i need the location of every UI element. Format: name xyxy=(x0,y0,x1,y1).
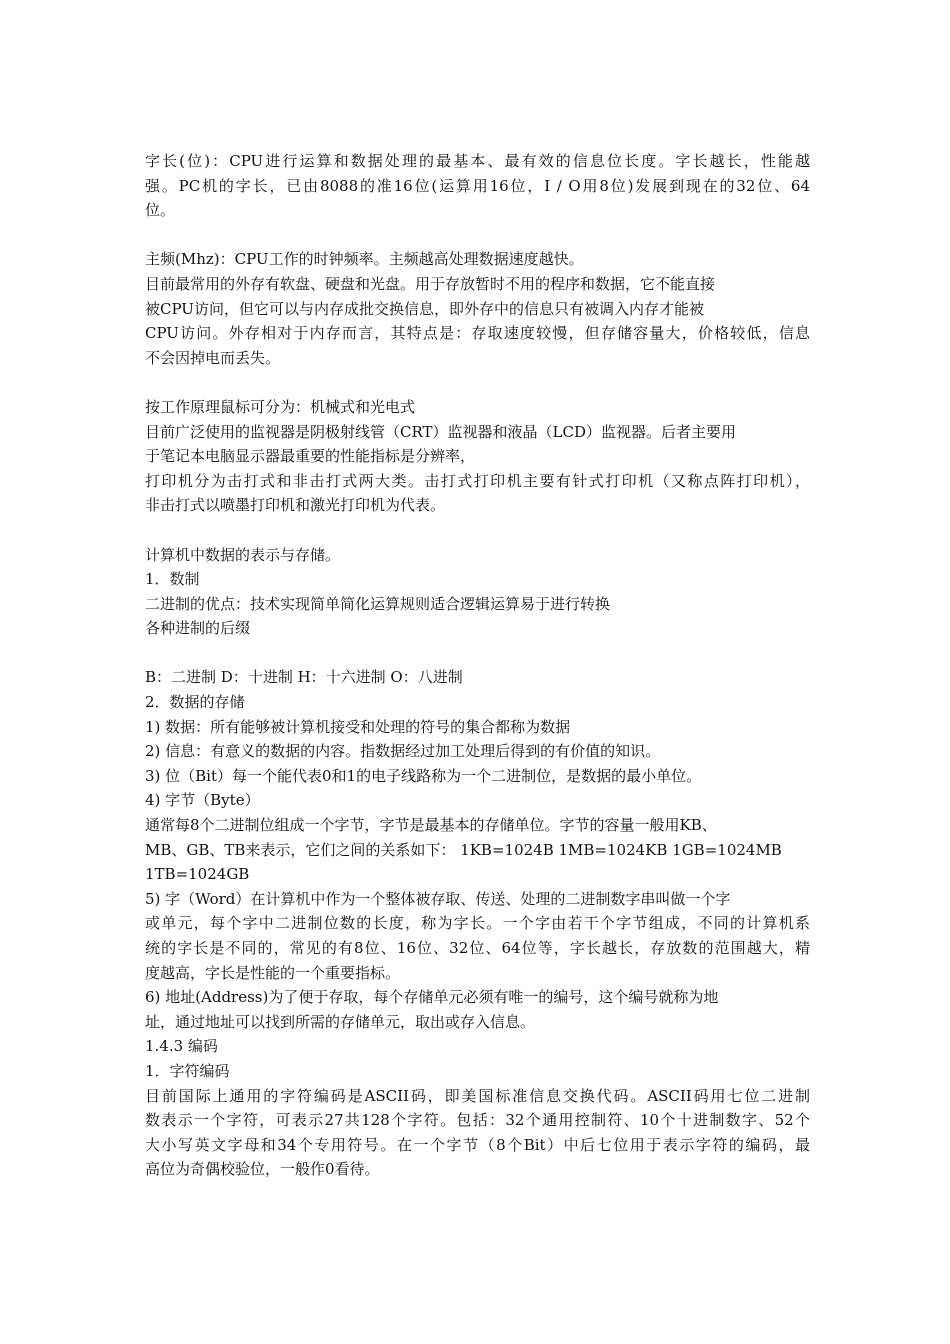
text-line: 1．数制 xyxy=(145,570,200,589)
text-line: 各种进制的后缀 xyxy=(145,619,251,638)
blank-line xyxy=(145,223,810,248)
text-line: B：二进制 D：十进制 H：十六进制 O：八进制 xyxy=(145,668,463,687)
text-line: 1TB=1024GB xyxy=(145,865,250,884)
blank-line xyxy=(145,641,810,666)
text-line: 数表示一个字符，可表示27共128个字符。包括：32个通用控制符、10个十进制数字、52个 xyxy=(145,1111,810,1130)
text-line: 2) 信息：有意义的数据的内容。指数据经过加工处理后得到的有价值的知识。 xyxy=(145,742,661,761)
text-line: 或单元，每个字中二进制位数的长度，称为字长。一个字由若干个字节组成，不同的计算机系 xyxy=(145,914,810,933)
text-line: 3) 位（Bit）每一个能代表0和1的电子线路称为一个二进制位，是数据的最小单位。 xyxy=(145,766,702,785)
text-line: CPU访问。外存相对于内存而言，其特点是：存取速度较慢，但存储容量大，价格较低，信息 xyxy=(145,324,810,343)
text-line: 目前广泛使用的监视器是阴极射线管（CRT）监视器和液晶（LCD）监视器。后者主要用 xyxy=(145,422,736,441)
text-line: 目前最常用的外存有软盘、硬盘和光盘。用于存放暂时不用的程序和数据，它不能直接 xyxy=(145,274,716,293)
text-line: 强。PC机的字长，已由8088的准16位(运算用16位，I / O用8位)发展到现在的32位、64 xyxy=(145,176,810,195)
text-line: 统的字长是不同的，常见的有8位、16位、32位、64位等，字长越长，存放数的范围越大，精 xyxy=(145,939,810,957)
text-line: 2．数据的存储 xyxy=(145,693,245,712)
text-line: 非击打式以喷墨打印机和激光打印机为代表。 xyxy=(145,496,446,515)
text-line: 位。 xyxy=(145,201,176,220)
text-line: 4) 字节（Byte） xyxy=(145,791,260,810)
blank-line xyxy=(145,518,810,543)
text-line: 主频(Mhz)：CPU工作的时钟频率。主频越高处理数据速度越快。 xyxy=(145,250,584,269)
text-line: 度越高，字长是性能的一个重要指标。 xyxy=(145,963,401,982)
text-line: 大小写英文字母和34个专用符号。在一个字节（8个Bit）中后七位用于表示字符的编码，最 xyxy=(145,1135,810,1154)
text-line: 通常每8个二进制位组成一个字节，字节是最基本的存储单位。字节的容量一般用KB、 xyxy=(145,816,717,835)
text-line: 高位为奇偶校验位，一般作0看待。 xyxy=(145,1160,380,1179)
text-line: 被CPU访问，但它可以与内存成批交换信息，即外存中的信息只有被调入内存才能被 xyxy=(145,299,704,318)
text-line: 5) 字（Word）在计算机中作为一个整体被存取、传送、处理的二进制数字串叫做一个字 xyxy=(145,889,731,908)
text-line: 1) 数据：所有能够被计算机接受和处理的符号的集合都称为数据 xyxy=(145,717,571,736)
text-line: 打印机分为击打式和非击打式两大类。击打式打印机主要有针式打印机（又称点阵打印机）， xyxy=(145,471,810,490)
text-line: 6) 地址(Address)为了便于存取，每个存储单元必须有唯一的编号，这个编号就称为地 xyxy=(145,988,719,1007)
text-line: 计算机中数据的表示与存储。 xyxy=(145,545,341,564)
text-line: 址，通过地址可以找到所需的存储单元，取出或存入信息。 xyxy=(145,1012,536,1031)
blank-line xyxy=(145,370,810,395)
document-body xyxy=(145,149,810,1182)
text-line: 于笔记本电脑显示器最重要的性能指标是分辨率， xyxy=(145,447,476,466)
text-line: 二进制的优点：技术实现简单简化运算规则适合逻辑运算易于进行转换 xyxy=(145,594,611,613)
text-line: 按工作原理鼠标可分为：机械式和光电式 xyxy=(145,397,416,416)
text-line: 目前国际上通用的字符编码是ASCII码，即美国标准信息交换代码。ASCII码用七位二进制 xyxy=(145,1086,810,1105)
text-line: MB、GB、TB来表示，它们之间的关系如下： 1KB=1024B 1MB=1024KB 1GB=1024MB xyxy=(145,840,782,859)
text-line: 1．字符编码 xyxy=(145,1061,230,1080)
text-line: 不会因掉电而丢失。 xyxy=(145,348,281,367)
text-line: 1.4.3 编码 xyxy=(145,1037,218,1056)
text-line: 字长(位)：CPU进行运算和数据处理的最基本、最有效的信息位长度。字长越长，性能越 xyxy=(145,152,810,170)
